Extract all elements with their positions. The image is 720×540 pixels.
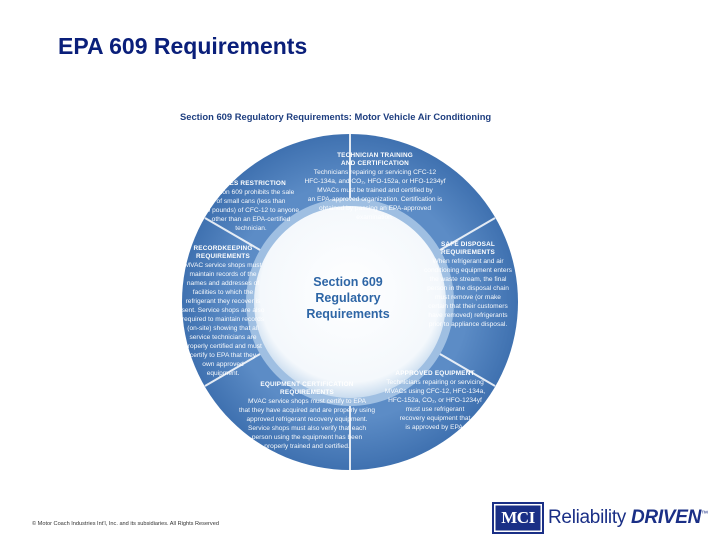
segment-sales-restriction [198, 180, 304, 233]
segment-text: MVAC service shops must certify to EPA [247, 398, 367, 405]
segment-text: other than an EPA-certified [211, 216, 291, 223]
segment-text: facilities to which the [192, 289, 254, 296]
segment-approved-equipment [370, 370, 500, 432]
segment-title: AND CERTIFICATION [341, 160, 409, 167]
segment-text: When refrigerant and air [432, 258, 504, 265]
segment-text: person in the disposal chain [427, 285, 509, 292]
segment-text: properly trained and certified. [264, 443, 350, 450]
segment-technician-training [300, 152, 450, 222]
segment-text: service technicians are [189, 334, 257, 341]
segment-text: certain that their customers [428, 303, 508, 310]
segment-text: approved refrigerant recovery equipment. [246, 416, 368, 423]
segment-text: must remove (or make [435, 294, 501, 301]
segment-recordkeeping [170, 245, 276, 378]
segment-title: REQUIREMENTS [280, 389, 334, 396]
segment-text: technician. [235, 225, 267, 232]
segment-equipment-certification [226, 381, 388, 451]
segment-text: properly certified and must [184, 343, 262, 350]
center-label-line: Requirements [306, 307, 390, 321]
segment-text: obtained by passing an EPA-approved [318, 205, 432, 212]
segment-text: the waste stream, the final [429, 276, 507, 283]
segment-text: examination. [356, 214, 394, 221]
logo-mark: MCI [492, 502, 544, 534]
segment-text: person using the equipment has been [251, 434, 363, 441]
segment-text: names and addresses of [186, 280, 260, 287]
logo-tagline-emphasis: DRIVEN [631, 507, 701, 528]
segment-text: HFC-152a, CO₂, or HFO-1234yf [388, 397, 482, 404]
slide-title: EPA 609 Requirements [58, 33, 308, 59]
center-label-line: Regulatory [315, 291, 381, 305]
segment-text: Service shops must also verify that each [247, 425, 366, 432]
logo-trademark: ™ [701, 510, 708, 518]
segment-text: equipment. [206, 370, 240, 377]
segment-title: TECHNICIAN TRAINING [337, 152, 413, 159]
segment-text: required to maintain records [181, 316, 265, 323]
logo-tagline-text: Reliability [548, 507, 627, 528]
segment-text: refrigerant they recover is [185, 298, 261, 305]
segment-text: is approved by EPA. [405, 424, 465, 431]
segment-safe-disposal [418, 241, 518, 329]
segment-text: Technicians repairing or servicing [386, 379, 484, 386]
center-label [296, 274, 400, 322]
segment-title: RECORDKEEPING [193, 245, 253, 252]
segment-text: own approved [202, 361, 244, 368]
segment-text: certify to EPA that they [189, 352, 257, 359]
segment-text: of small cans (less than [216, 198, 286, 205]
segment-text: HFC-134a, and CO₂, HFO-152a, or HFO-1234yf [304, 178, 446, 185]
segment-text: MVACs must be trained and certified by [317, 187, 433, 194]
segment-text: maintain records of the [189, 271, 257, 278]
diagram-heading: Section 609 Regulatory Requirements: Motor Vehicle Air Conditioning [180, 111, 492, 122]
segment-text: MVAC service shops must [184, 262, 262, 269]
segment-title: EQUIPMENT CERTIFICATION [260, 381, 354, 388]
logo-tagline [548, 507, 708, 529]
segment-text: sent. Service shops are also [181, 307, 265, 314]
segment-text: 20 pounds) of CFC-12 to anyone [202, 207, 300, 214]
segment-title: SALES RESTRICTION [216, 180, 286, 187]
copyright-notice: © Motor Coach Industries Int’l, Inc. and its subsidiaries. All Rights Reserved [32, 521, 219, 527]
segment-title: REQUIREMENTS [196, 253, 250, 260]
segment-text: prior to appliance disposal. [428, 321, 508, 328]
segment-title: REQUIREMENTS [441, 249, 495, 256]
segment-text: MVACs using CFC-12, HFC-134a, [384, 388, 486, 395]
segment-text: must use refrigerant [405, 406, 465, 413]
company-logo [492, 503, 708, 533]
segment-text: that they have acquired and are properly using [239, 407, 375, 414]
segment-text: (on-site) showing that all [187, 325, 259, 332]
segment-text: Section 609 prohibits the sale [207, 189, 295, 196]
segment-title: APPROVED EQUIPMENT [395, 370, 475, 377]
segment-text: an EPA-approved organization. Certification is [307, 196, 443, 203]
center-label-line: Section 609 [313, 275, 383, 289]
segment-text: recovery equipment that [399, 415, 471, 422]
segment-text: conditioning equipment enters [424, 267, 512, 274]
segment-text: have removed) refrigerants [428, 312, 508, 319]
segment-title: SAFE DISPOSAL [440, 241, 496, 248]
segment-text: Technicians repairing or servicing CFC-12 [313, 169, 437, 176]
